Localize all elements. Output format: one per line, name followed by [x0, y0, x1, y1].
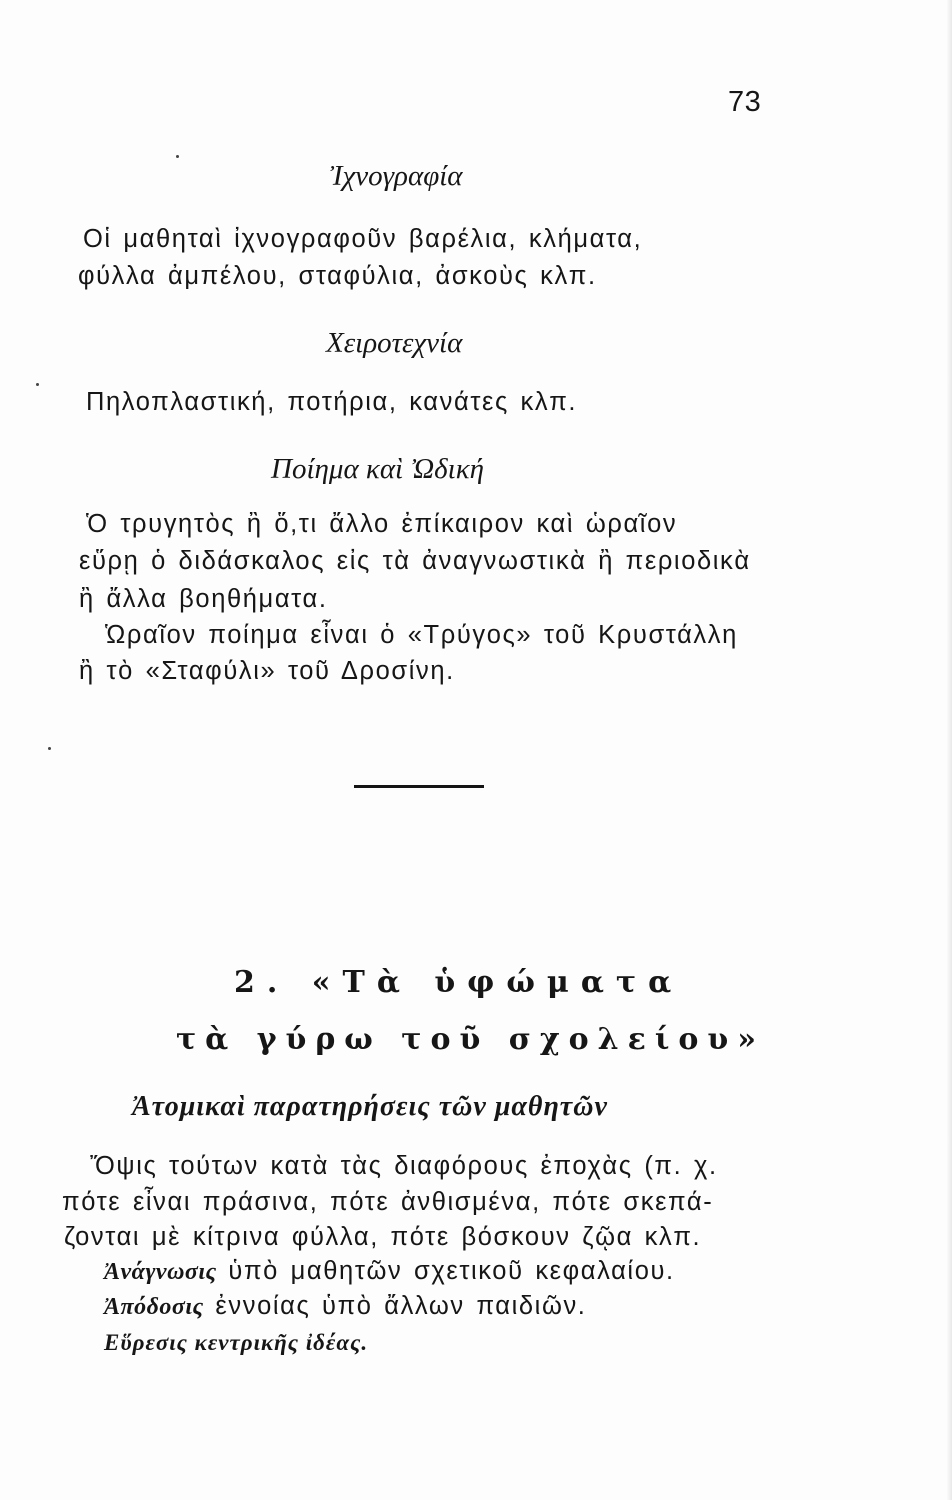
apodosis-line	[104, 1292, 587, 1321]
chapter-subheading: Ἀτομικαὶ παρατηρήσεις τῶν μαθητῶν	[132, 1091, 608, 1122]
chapter-title-line-1: 2. «Τὰ ὑφώματα	[234, 965, 684, 1000]
ichnografia-line-1: Οἱ μαθηταὶ ἰχνογραφοῦν βαρέλια, κλήματα,	[83, 225, 643, 253]
poiima-line-3: ἢ ἄλλα βοηθήματα.	[79, 585, 328, 613]
anagnosis-line	[104, 1257, 675, 1286]
chapter-title-line-2: τὰ γύρω τοῦ σχολείου»	[176, 1022, 765, 1057]
poiima-line-4: Ὡραῖον ποίημα εἶναι ὁ «Τρύγος» τοῦ Κρυστάλλη	[105, 621, 738, 649]
apodosis-label: Ἀπόδοσις	[104, 1294, 204, 1320]
ichnografia-line-2: φύλλα ἀμπέλου, σταφύλια, ἀσκοὺς κλπ.	[78, 262, 597, 290]
scan-speck	[176, 155, 179, 158]
page-edge-shadow	[946, 0, 952, 1500]
cheirotechnia-line-1: Πηλοπλαστική, ποτήρια, κανάτες κλπ.	[86, 388, 578, 416]
poiima-line-1: Ὁ τρυγητὸς ἢ ὅ,τι ἄλλο ἐπίκαιρον καὶ ὡραῖον	[86, 510, 678, 538]
poiima-line-2: εὕρῃ ὁ διδάσκαλος εἰς τὰ ἀναγνωστικὰ ἢ περιοδικὰ	[79, 547, 751, 575]
chapter-final-line: Εὕρεσις κεντρικῆς ἰδέας.	[104, 1330, 369, 1355]
heading-cheirotechnia: Χειροτεχνία	[326, 327, 463, 359]
apodosis-text: ἐννοίας ὑπὸ ἄλλων παιδιῶν.	[215, 1292, 587, 1320]
chapter-line-2: πότε εἶναι πράσινα, πότε ἀνθισμένα, πότε σκεπά-	[62, 1188, 714, 1216]
poiima-line-5: ἢ τὸ «Σταφύλι» τοῦ Δροσίνη.	[79, 657, 455, 685]
section-divider	[354, 785, 484, 788]
chapter-line-1: Ὄψις τούτων κατὰ τὰς διαφόρους ἐποχὰς (π. χ.	[90, 1152, 718, 1180]
scan-speck	[36, 383, 39, 386]
scan-speck	[48, 747, 51, 750]
chapter-line-3: ζονται μὲ κίτρινα φύλλα, πότε βόσκουν ζῷα κλπ.	[64, 1223, 702, 1251]
heading-ichnografia: Ἰχνογραφία	[330, 160, 463, 192]
anagnosis-label: Ἀνάγνωσις	[104, 1259, 217, 1285]
page-number: 73	[728, 86, 762, 118]
heading-poiima: Ποίημα καὶ Ὠδική	[271, 453, 485, 485]
anagnosis-text: ὑπὸ μαθητῶν σχετικοῦ κεφαλαίου.	[228, 1257, 675, 1285]
